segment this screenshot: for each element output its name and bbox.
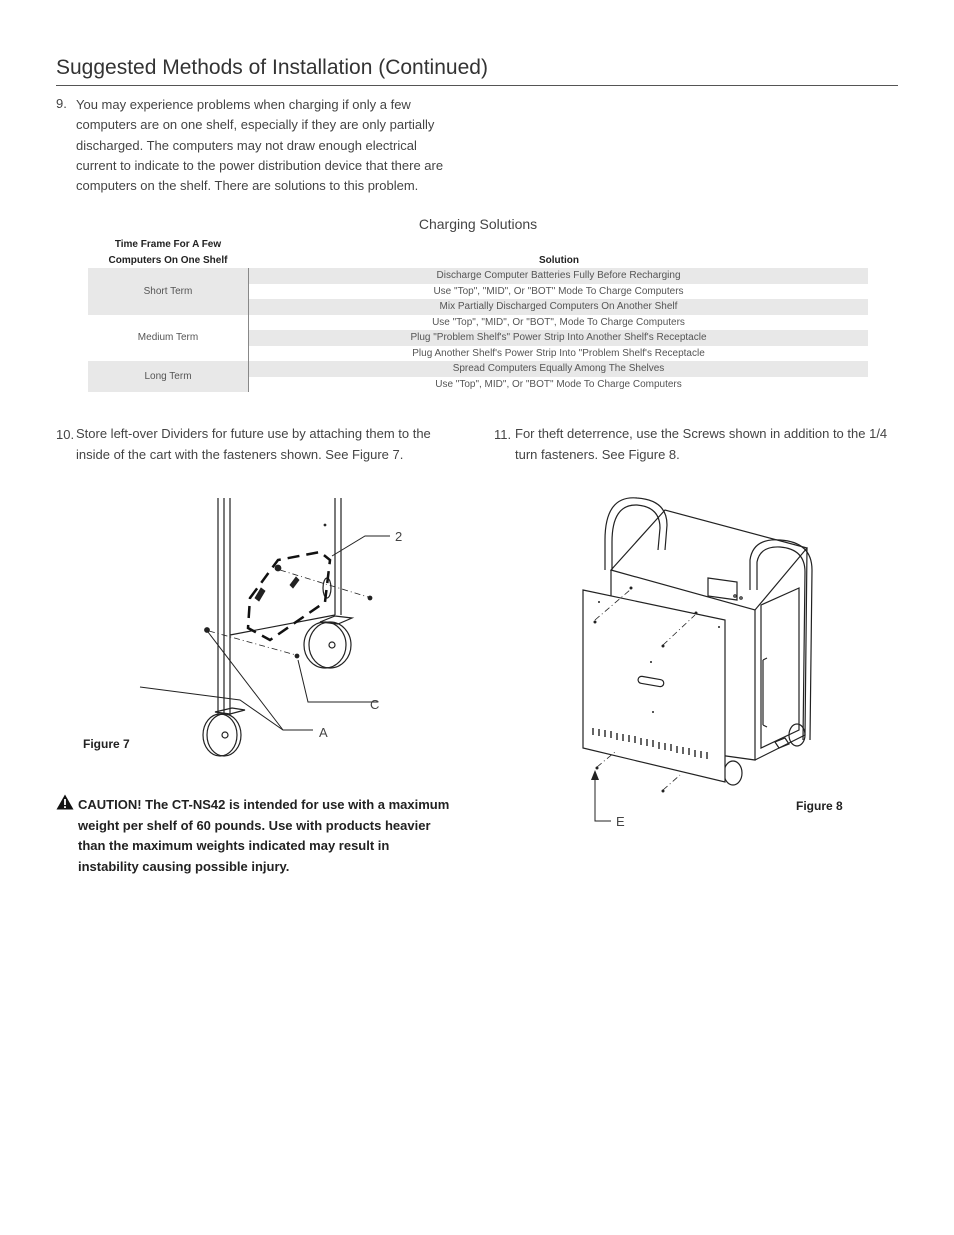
table-title: Charging Solutions	[418, 216, 538, 232]
step-11-line: For theft deterrence, use the Screws shown in addition to the 1/4	[515, 426, 888, 441]
step-11-number: 11.	[494, 427, 512, 442]
figure-8-label: Figure 8	[796, 799, 843, 813]
table-row	[88, 361, 868, 377]
step-9-text	[76, 95, 476, 196]
figure-7-label: Figure 7	[83, 737, 130, 751]
title-rule	[56, 85, 898, 86]
step-11-line: turn fasteners. See Figure 8.	[515, 447, 680, 462]
header-line: Time Frame For A Few	[114, 239, 222, 250]
solution-cell: Use "Top", MID", Or "BOT" Mode To Charge Computers	[435, 378, 682, 390]
step-10-line: Store left-over Dividers for future use by attaching them to the	[76, 426, 431, 441]
page-title: Suggested Methods of Installation (Continued)	[56, 56, 488, 79]
step-9-line: computers on the shelf. There are solutions to this problem.	[76, 178, 419, 194]
step-10-text	[76, 423, 476, 465]
caution-line: CAUTION! The CT-NS42 is intended for use with a maximum	[78, 797, 450, 812]
step-9-line: computers are on one shelf, especially if they are only partially	[76, 117, 435, 133]
callout-c: C	[370, 697, 380, 712]
caution-line: than the maximum weights indicated may result in	[78, 838, 390, 853]
callout-a: A	[319, 725, 328, 740]
step-9-line: current to indicate to the power distribution device that there are	[76, 157, 444, 173]
solution-cell: Use "Top", "MID", Or "BOT", Mode To Charge Computers	[432, 316, 685, 328]
solution-cell: Plug "Problem Shelf's" Power Strip Into Another Shelf's Receptacle	[249, 330, 869, 346]
solution-cell: Mix Partially Discharged Computers On Another Shelf	[249, 299, 869, 315]
caution-line: instability causing possible injury.	[78, 858, 290, 874]
timeframe-cell: Short Term	[88, 268, 249, 315]
header-line: Computers On One Shelf	[108, 255, 228, 266]
step-11-text	[515, 423, 905, 465]
step-10-line: inside of the cart with the fasteners shown. See Figure 7.	[76, 447, 404, 462]
figure-7-illustration	[120, 490, 420, 765]
table-row	[88, 268, 868, 284]
step-9-line: You may experience problems when charging if only a few	[76, 97, 411, 112]
caution-text	[78, 795, 468, 877]
solution-cell: Plug Another Shelf's Power Strip Into "Problem Shelf's Receptacle	[412, 347, 705, 359]
solution-cell: Discharge Computer Batteries Fully Before Recharging	[249, 268, 869, 284]
table-header-solution: Solution	[539, 255, 579, 266]
step-9-number: 9.	[56, 96, 67, 111]
callout-e: E	[616, 814, 625, 829]
table-row	[88, 315, 868, 331]
figure-8-illustration	[575, 490, 825, 830]
table-header-timeframe	[88, 237, 248, 269]
warning-triangle-icon	[56, 794, 74, 810]
timeframe-cell: Medium Term	[88, 315, 249, 362]
step-9-line: discharged. The computers may not draw enough electrical	[76, 137, 417, 153]
step-10-number: 10.	[56, 427, 75, 442]
solution-cell: Spread Computers Equally Among The Shelves	[249, 361, 869, 377]
timeframe-cell: Long Term	[88, 361, 249, 392]
callout-2: 2	[395, 529, 403, 544]
charging-solutions-table	[88, 268, 868, 392]
caution-line: weight per shelf of 60 pounds. Use with products heavier	[78, 817, 431, 833]
solution-cell: Use "Top", "MID", Or "BOT" Mode To Charge Computers	[433, 285, 684, 297]
